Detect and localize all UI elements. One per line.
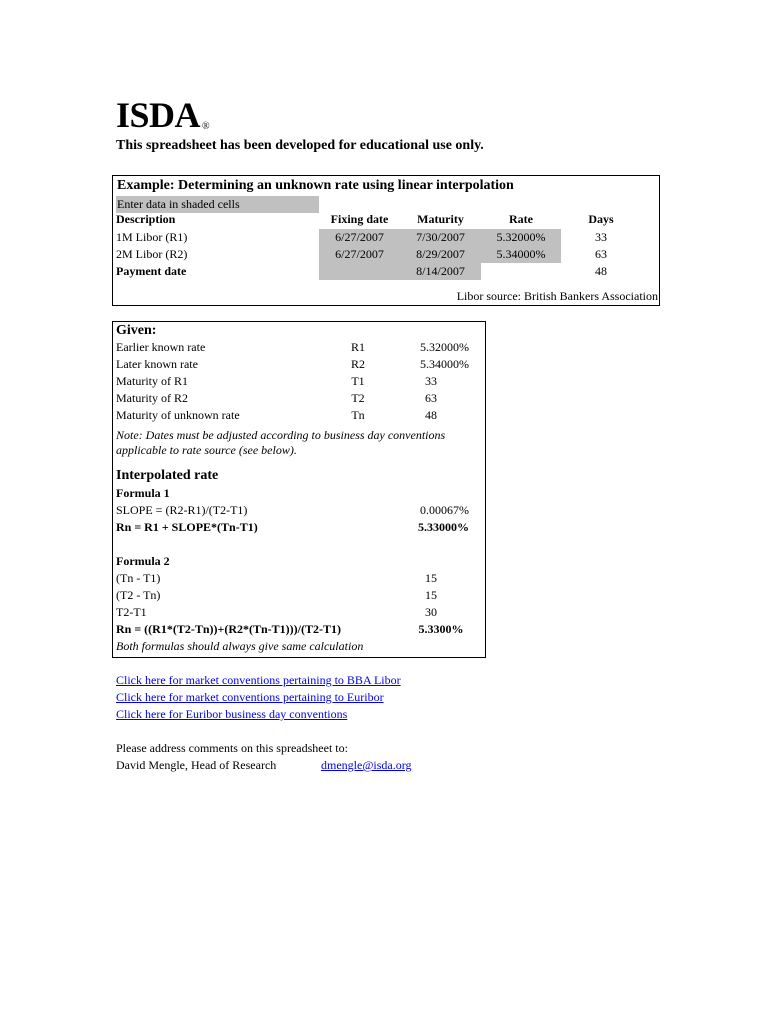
example-box bbox=[112, 175, 660, 306]
given-row-symbol: T2 bbox=[351, 391, 365, 405]
formula-2-row-value: 15 bbox=[425, 588, 437, 602]
link-euribor-conventions[interactable]: Click here for market conventions pertaining to Euribor bbox=[116, 690, 384, 704]
formulas-footer-note: Both formulas should always give same calculation bbox=[116, 639, 364, 653]
input-hint-cell: Enter data in shaded cells bbox=[116, 196, 319, 213]
formula-2-rn-value: 5.3300% bbox=[418, 622, 464, 636]
given-box bbox=[112, 321, 486, 658]
row-2m-libor-description: 2M Libor (R2) bbox=[116, 247, 188, 261]
slope-value: 0.00067% bbox=[420, 503, 469, 517]
row-2m-libor-days: 63 bbox=[595, 247, 607, 261]
contact-name: David Mengle, Head of Research bbox=[116, 758, 277, 772]
formula-2-title: Formula 2 bbox=[116, 554, 170, 568]
formula-2-row-value: 30 bbox=[425, 605, 437, 619]
formula-2-row-label: (Tn - T1) bbox=[116, 571, 161, 585]
given-row-value: 63 bbox=[425, 391, 437, 405]
given-row-value: 48 bbox=[425, 408, 437, 422]
libor-source: Libor source: British Bankers Association bbox=[456, 289, 658, 303]
contact-email-link[interactable]: dmengle@isda.org bbox=[321, 758, 412, 772]
row-2m-libor-maturity[interactable]: 8/29/2007 bbox=[400, 246, 481, 263]
header-description: Description bbox=[116, 212, 176, 226]
convention-links bbox=[116, 672, 401, 723]
row-payment-date-description: Payment date bbox=[116, 264, 187, 278]
given-row-label: Maturity of R2 bbox=[116, 391, 188, 405]
example-title: Example: Determining an unknown rate using linear interpolation bbox=[117, 178, 514, 193]
given-row-label: Later known rate bbox=[116, 357, 198, 371]
row-2m-libor-rate[interactable]: 5.34000% bbox=[481, 246, 561, 263]
header-days: Days bbox=[588, 212, 614, 226]
adjustment-note-line-1: Note: Dates must be adjusted according to business day conventions bbox=[116, 428, 446, 442]
disclaimer: This spreadsheet has been developed for educational use only. bbox=[116, 138, 484, 153]
logo-word: ISDA bbox=[116, 95, 201, 135]
given-row-label: Maturity of unknown rate bbox=[116, 408, 240, 422]
row-1m-libor-fixing-date[interactable]: 6/27/2007 bbox=[319, 229, 400, 246]
row-2m-libor-fixing-date[interactable]: 6/27/2007 bbox=[319, 246, 400, 263]
adjustment-note-line-2: applicable to rate source (see below). bbox=[116, 443, 297, 457]
given-row-symbol: R1 bbox=[351, 340, 366, 354]
formula-1-rn-label: Rn = R1 + SLOPE*(Tn-T1) bbox=[116, 520, 258, 534]
formula-2-row-label: T2-T1 bbox=[116, 605, 147, 619]
row-payment-date-maturity[interactable]: 8/14/2007 bbox=[400, 263, 481, 280]
given-row-symbol: T1 bbox=[351, 374, 365, 388]
link-bba-libor-conventions[interactable]: Click here for market conventions pertaining to BBA Libor bbox=[116, 673, 401, 687]
slope-label: SLOPE = (R2-R1)/(T2-T1) bbox=[116, 503, 248, 517]
header-maturity: Maturity bbox=[417, 212, 464, 226]
given-row-value: 33 bbox=[425, 374, 437, 388]
formula-2-row-label: (T2 - Tn) bbox=[116, 588, 161, 602]
given-row-value: 5.32000% bbox=[420, 340, 469, 354]
formula-2-rn-label: Rn = ((R1*(T2-Tn))+(R2*(Tn-T1)))/(T2-T1) bbox=[116, 622, 341, 636]
row-payment-date-days: 48 bbox=[595, 264, 607, 278]
row-payment-date-fixing-date[interactable] bbox=[319, 263, 400, 280]
formula-1-title: Formula 1 bbox=[116, 486, 170, 500]
row-1m-libor-description: 1M Libor (R1) bbox=[116, 230, 188, 244]
header-rate: Rate bbox=[509, 212, 533, 226]
registered-mark: ® bbox=[202, 121, 210, 132]
given-row-symbol: Tn bbox=[351, 408, 365, 422]
link-euribor-business-day-conventions[interactable]: Click here for Euribor business day conventions bbox=[116, 707, 348, 721]
given-row-label: Earlier known rate bbox=[116, 340, 206, 354]
given-title: Given: bbox=[116, 323, 157, 338]
row-1m-libor-days: 33 bbox=[595, 230, 607, 244]
header-fixing-date: Fixing date bbox=[330, 212, 389, 226]
given-row-value: 5.34000% bbox=[420, 357, 469, 371]
isda-logo bbox=[116, 94, 210, 136]
interpolated-rate-title: Interpolated rate bbox=[116, 468, 219, 483]
row-1m-libor-maturity[interactable]: 7/30/2007 bbox=[400, 229, 481, 246]
row-1m-libor-rate[interactable]: 5.32000% bbox=[481, 229, 561, 246]
formula-2-row-value: 15 bbox=[425, 571, 437, 585]
formula-1-rn-value: 5.33000% bbox=[418, 520, 469, 534]
contact-intro: Please address comments on this spreadsheet to: bbox=[116, 741, 348, 755]
given-row-symbol: R2 bbox=[351, 357, 366, 371]
given-row-label: Maturity of R1 bbox=[116, 374, 188, 388]
